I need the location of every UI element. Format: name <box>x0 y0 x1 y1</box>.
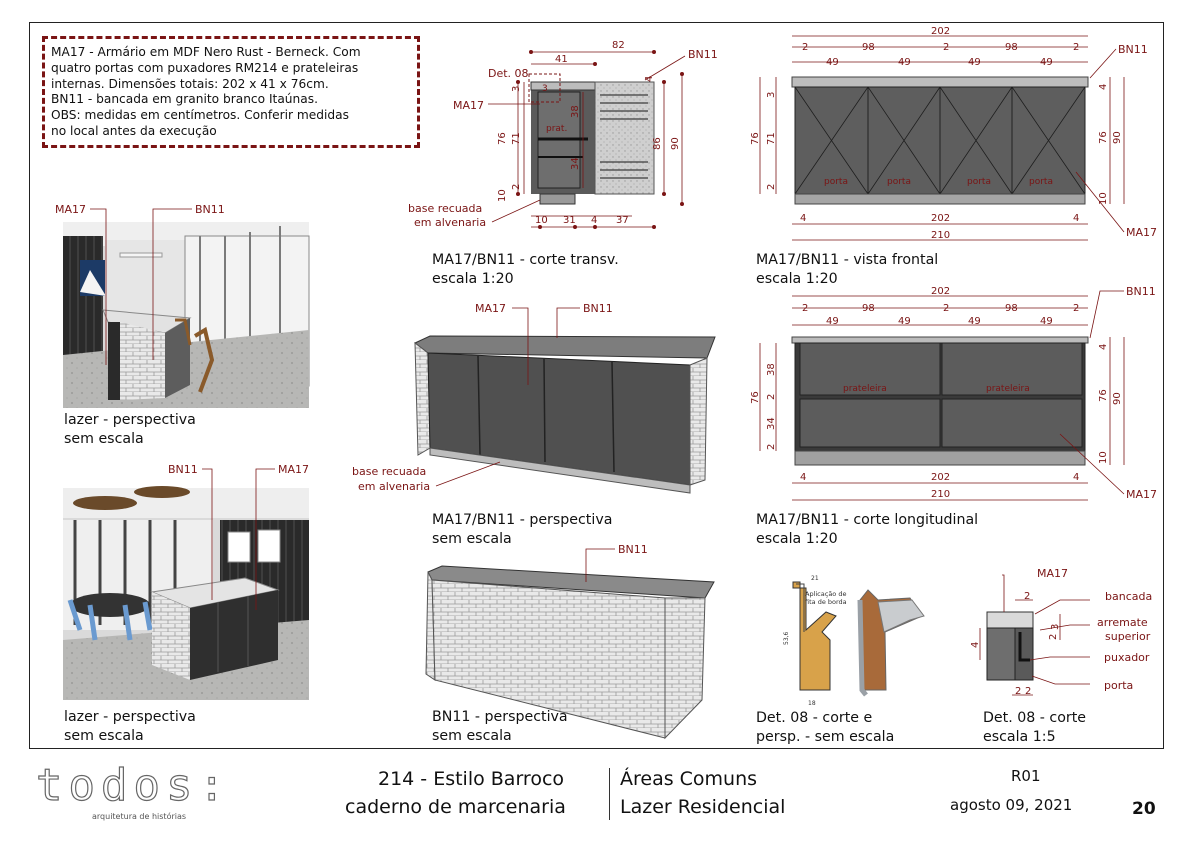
label-bancada: bancada <box>1105 590 1153 603</box>
dim-4: 4 <box>644 75 655 82</box>
project-name: 214 - Estilo Barroco <box>378 768 565 790</box>
bn11-tag: BN11 <box>168 463 198 476</box>
logo-subtitle: arquitetura de histórias <box>92 812 187 821</box>
dim-90: 90 <box>1112 392 1123 405</box>
dim-4: 4 <box>800 472 807 483</box>
dim-b4: 4 <box>591 215 598 226</box>
ma17-tag: MA17 <box>1037 567 1069 580</box>
dim-2: 2 <box>802 42 809 53</box>
dim-34: 34 <box>570 157 581 170</box>
dim-3: 3 <box>766 91 777 98</box>
dim-4: 4 <box>800 213 807 224</box>
dim-202: 202 <box>931 286 951 297</box>
caption-det1: Det. 08 - corte e persp. - sem escala <box>756 710 895 745</box>
dim-21: 21 <box>811 575 819 582</box>
dim-b10: 10 <box>535 215 548 226</box>
dim-41: 41 <box>555 54 568 65</box>
dim-90: 90 <box>1112 131 1123 144</box>
area-secondary: Lazer Residencial <box>620 796 786 818</box>
dim-76: 76 <box>497 132 508 145</box>
caption-section: MA17/BN11 - corte transv. escala 1:20 <box>432 252 619 287</box>
label-arremate: arremate <box>1097 616 1148 629</box>
dim-2: 2 <box>943 303 950 314</box>
door-label: porta <box>824 177 848 187</box>
caption-det2: Det. 08 - corte escala 1:5 <box>983 710 1087 745</box>
detail-note: fita de borda <box>805 598 847 606</box>
dim-76: 76 <box>1098 131 1109 144</box>
dim-2: 2 <box>511 183 522 190</box>
dim-71: 71 <box>511 132 522 145</box>
perspective-2-render <box>63 486 309 700</box>
dim-10: 10 <box>1098 451 1109 464</box>
dim-98: 98 <box>862 303 875 314</box>
dim-98: 98 <box>1005 42 1018 53</box>
caption-front: MA17/BN11 - vista frontal escala 1:20 <box>756 252 939 287</box>
dim-71: 71 <box>766 132 777 145</box>
door-label: porta <box>887 177 911 187</box>
dim-2: 2 <box>1073 42 1080 53</box>
dim-76: 76 <box>750 391 761 404</box>
spec-line: no local antes da execução <box>51 123 217 138</box>
area-primary: Áreas Comuns <box>620 768 758 790</box>
dim-10: 10 <box>497 189 508 202</box>
dim-18: 18 <box>808 700 816 707</box>
ma17-tag: MA17 <box>1126 226 1158 239</box>
perspective-1-render <box>63 222 309 408</box>
dim-49: 49 <box>1040 57 1053 68</box>
date: agosto 09, 2021 <box>950 796 1073 814</box>
det-tag: Det. 08 <box>488 67 529 80</box>
spec-line: MA17 - Armário em MDF Nero Rust - Berneck. Com <box>51 45 361 59</box>
caption-persp4: BN11 - perspectiva sem escala <box>432 709 568 744</box>
revision: R01 <box>1011 767 1041 785</box>
dim-49: 49 <box>1040 316 1053 327</box>
dim-b31: 31 <box>563 215 576 226</box>
spec-line: internas. Dimensões totais: 202 x 41 x 76cm. <box>51 76 329 91</box>
dim-2: 2 <box>766 183 777 190</box>
shelf-label: prateleira <box>986 384 1030 394</box>
dim-49: 49 <box>826 316 839 327</box>
dim-49: 49 <box>898 316 911 327</box>
dim-38: 38 <box>570 105 581 118</box>
dim-34: 34 <box>766 417 777 430</box>
caption-persp1: lazer - perspectiva sem escala <box>64 412 196 447</box>
ma17-tag: MA17 <box>475 302 507 315</box>
dim-202: 202 <box>931 26 951 37</box>
dim-82: 82 <box>612 40 625 51</box>
dim-2: 2 <box>1025 686 1032 697</box>
title-divider <box>609 768 610 820</box>
dim-2: 2 <box>766 393 777 400</box>
dim-38: 38 <box>766 363 777 376</box>
dim-76: 76 <box>750 132 761 145</box>
dim-2: 2 <box>766 443 777 450</box>
door-label: porta <box>1029 177 1053 187</box>
bn11-tag: BN11 <box>1126 285 1156 298</box>
shelf-label: prat. <box>546 124 568 134</box>
dim-90: 90 <box>670 137 681 150</box>
spec-line: BN11 - bancada em granito branco Itaúnas. <box>51 92 318 107</box>
dim-3: 3 <box>511 85 522 92</box>
base-note: base recuada <box>408 202 483 215</box>
spec-line: OBS: medidas em centímetros. Conferir medidas <box>51 108 349 123</box>
bn11-tag: BN11 <box>195 203 225 216</box>
dim-3: 3 <box>1050 623 1061 630</box>
label-porta: porta <box>1104 679 1134 692</box>
ma17-tag: MA17 <box>453 99 485 112</box>
page-number: 20 <box>1132 799 1156 819</box>
book-name: caderno de marcenaria <box>345 796 566 818</box>
dim-49: 49 <box>898 57 911 68</box>
dim-4: 4 <box>1073 213 1080 224</box>
dim-4: 4 <box>1073 472 1080 483</box>
dim-2: 2 <box>1024 591 1031 602</box>
longitudinal-drawing <box>760 296 1124 500</box>
front-view-drawing <box>760 36 1124 240</box>
bn11-tag: BN11 <box>618 543 648 556</box>
base-note: base recuada <box>352 465 427 478</box>
dim-2: 2 <box>1073 303 1080 314</box>
dim-98: 98 <box>1005 303 1018 314</box>
base-note: em alvenaria <box>414 216 487 229</box>
bn11-tag: BN11 <box>1118 43 1148 56</box>
ma17-tag: MA17 <box>1126 488 1158 501</box>
dim-536: 53,6 <box>783 631 790 645</box>
dim-2: 2 <box>1048 633 1059 640</box>
dim-d3: 3 <box>542 84 548 94</box>
dim-202: 202 <box>931 472 951 483</box>
dim-4: 4 <box>970 641 981 648</box>
dim-210: 210 <box>931 230 951 241</box>
spec-line: quatro portas com puxadores RM214 e prateleiras <box>51 60 359 75</box>
dim-4: 4 <box>1098 343 1109 350</box>
dim-2: 2 <box>802 303 809 314</box>
perspective-3-drawing <box>415 336 715 493</box>
label-puxador: puxador <box>1104 651 1150 664</box>
detail-note: Aplicação de <box>805 590 847 598</box>
detail-section-drawing <box>980 575 1090 695</box>
logo: todos: <box>36 760 231 811</box>
dim-76: 76 <box>1098 389 1109 402</box>
caption-long: MA17/BN11 - corte longitudinal escala 1:20 <box>756 512 979 547</box>
dim-10: 10 <box>1098 192 1109 205</box>
ma17-tag: MA17 <box>55 203 87 216</box>
dim-98: 98 <box>862 42 875 53</box>
caption-persp2: lazer - perspectiva sem escala <box>64 709 196 744</box>
dim-49: 49 <box>826 57 839 68</box>
ma17-tag: MA17 <box>278 463 310 476</box>
label-superior: superior <box>1105 630 1151 643</box>
shelf-label: prateleira <box>843 384 887 394</box>
dim-202: 202 <box>931 213 951 224</box>
dim-2: 2 <box>943 42 950 53</box>
bn11-tag: BN11 <box>688 48 718 61</box>
dim-2: 2 <box>1015 686 1022 697</box>
door-label: porta <box>967 177 991 187</box>
dim-49: 49 <box>968 316 981 327</box>
dim-49: 49 <box>968 57 981 68</box>
dim-210: 210 <box>931 489 951 500</box>
dim-86: 86 <box>652 137 663 150</box>
base-note: em alvenaria <box>358 480 431 493</box>
dim-4: 4 <box>1098 83 1109 90</box>
bn11-tag: BN11 <box>583 302 613 315</box>
caption-persp3: MA17/BN11 - perspectiva sem escala <box>432 512 613 547</box>
dim-b37: 37 <box>616 215 629 226</box>
